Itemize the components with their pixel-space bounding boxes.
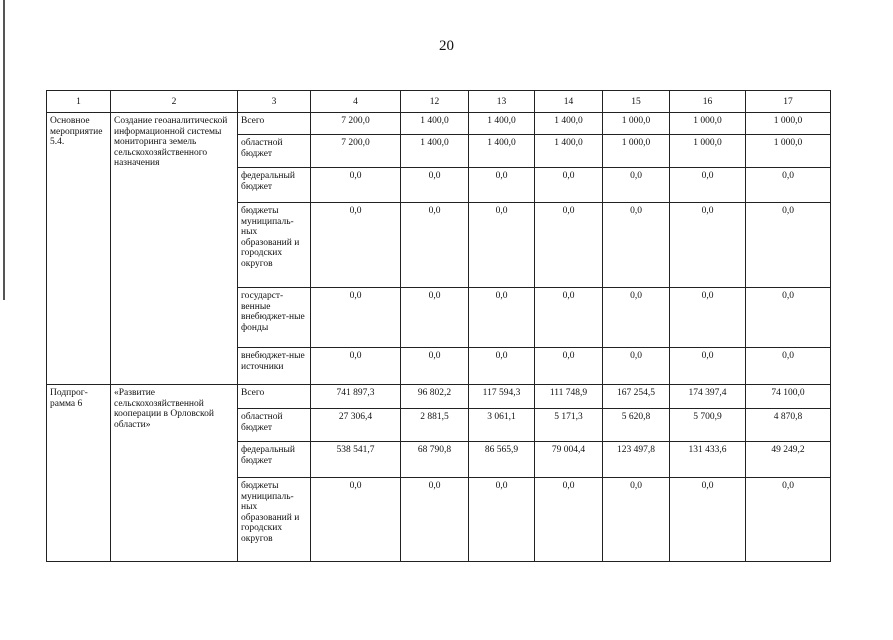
value-cell: 0,0: [469, 168, 535, 203]
value-cell: 7 200,0: [311, 113, 401, 135]
value-cell: 0,0: [670, 348, 746, 385]
value-cell: 1 400,0: [401, 113, 469, 135]
value-cell: 49 249,2: [746, 442, 831, 478]
value-cell: 0,0: [401, 348, 469, 385]
value-cell: 0,0: [603, 203, 670, 288]
value-cell: 0,0: [535, 348, 603, 385]
value-cell: 1 000,0: [603, 135, 670, 168]
value-cell: 131 433,6: [670, 442, 746, 478]
value-cell: 0,0: [311, 203, 401, 288]
event-name-cell: Создание геоаналитической информационной системы мониторинга земель сельскохозяйственного назначения: [111, 113, 238, 385]
column-header: 16: [670, 91, 746, 113]
value-cell: 27 306,4: [311, 409, 401, 442]
value-cell: 1 400,0: [469, 135, 535, 168]
value-cell: 0,0: [670, 478, 746, 562]
value-cell: 0,0: [401, 288, 469, 348]
column-header: 15: [603, 91, 670, 113]
funding-source-cell: бюджеты муниципаль-ных образований и городских округов: [238, 478, 311, 562]
value-cell: 0,0: [670, 288, 746, 348]
column-header: 4: [311, 91, 401, 113]
value-cell: 0,0: [469, 478, 535, 562]
value-cell: 1 400,0: [535, 135, 603, 168]
value-cell: 167 254,5: [603, 385, 670, 409]
budget-table: [46, 90, 831, 562]
value-cell: 0,0: [311, 348, 401, 385]
value-cell: 0,0: [535, 478, 603, 562]
column-header: 13: [469, 91, 535, 113]
value-cell: 741 897,3: [311, 385, 401, 409]
value-cell: 74 100,0: [746, 385, 831, 409]
value-cell: 0,0: [311, 168, 401, 203]
value-cell: 0,0: [603, 288, 670, 348]
value-cell: 5 700,9: [670, 409, 746, 442]
value-cell: 0,0: [746, 168, 831, 203]
value-cell: 1 000,0: [670, 113, 746, 135]
header-row: [47, 91, 831, 113]
value-cell: 1 000,0: [603, 113, 670, 135]
value-cell: 0,0: [535, 288, 603, 348]
value-cell: 5 171,3: [535, 409, 603, 442]
funding-source-cell: бюджеты муниципаль-ных образований и городских округов: [238, 203, 311, 288]
column-header: 3: [238, 91, 311, 113]
value-cell: 0,0: [401, 203, 469, 288]
column-header: 2: [111, 91, 238, 113]
value-cell: 0,0: [311, 288, 401, 348]
value-cell: 0,0: [535, 168, 603, 203]
funding-source-cell: государст-венные внебюджет-ные фонды: [238, 288, 311, 348]
funding-source-cell: федеральный бюджет: [238, 168, 311, 203]
value-cell: 123 497,8: [603, 442, 670, 478]
value-cell: 0,0: [746, 203, 831, 288]
table-row: [47, 385, 831, 409]
table-row: [47, 113, 831, 135]
value-cell: 2 881,5: [401, 409, 469, 442]
value-cell: 0,0: [603, 168, 670, 203]
value-cell: 0,0: [469, 348, 535, 385]
value-cell: 86 565,9: [469, 442, 535, 478]
value-cell: 1 400,0: [535, 113, 603, 135]
value-cell: 117 594,3: [469, 385, 535, 409]
funding-source-cell: областной бюджет: [238, 135, 311, 168]
value-cell: 0,0: [469, 203, 535, 288]
column-header: 17: [746, 91, 831, 113]
column-header: 1: [47, 91, 111, 113]
event-id-cell: Основное мероприятие 5.4.: [47, 113, 111, 385]
value-cell: 538 541,7: [311, 442, 401, 478]
funding-source-cell: Всего: [238, 385, 311, 409]
event-name-cell: «Развитие сельскохозяйственной кооперации в Орловской области»: [111, 385, 238, 562]
event-id-cell: Подпрог-рамма 6: [47, 385, 111, 562]
page-number: 20: [439, 38, 454, 54]
value-cell: 0,0: [311, 478, 401, 562]
value-cell: 0,0: [603, 478, 670, 562]
value-cell: 3 061,1: [469, 409, 535, 442]
value-cell: 0,0: [746, 348, 831, 385]
value-cell: 0,0: [469, 288, 535, 348]
column-header: 14: [535, 91, 603, 113]
funding-source-cell: областной бюджет: [238, 409, 311, 442]
value-cell: 1 000,0: [670, 135, 746, 168]
value-cell: 0,0: [746, 288, 831, 348]
value-cell: 0,0: [535, 203, 603, 288]
value-cell: 96 802,2: [401, 385, 469, 409]
funding-source-cell: федеральный бюджет: [238, 442, 311, 478]
funding-source-cell: Всего: [238, 113, 311, 135]
value-cell: 5 620,8: [603, 409, 670, 442]
value-cell: 174 397,4: [670, 385, 746, 409]
value-cell: 111 748,9: [535, 385, 603, 409]
value-cell: 4 870,8: [746, 409, 831, 442]
value-cell: 0,0: [670, 203, 746, 288]
value-cell: 1 400,0: [469, 113, 535, 135]
column-header: 12: [401, 91, 469, 113]
value-cell: 0,0: [746, 478, 831, 562]
value-cell: 0,0: [401, 478, 469, 562]
value-cell: 68 790,8: [401, 442, 469, 478]
value-cell: 0,0: [401, 168, 469, 203]
value-cell: 0,0: [603, 348, 670, 385]
value-cell: 1 000,0: [746, 135, 831, 168]
funding-source-cell: внебюджет-ные источники: [238, 348, 311, 385]
value-cell: 1 400,0: [401, 135, 469, 168]
value-cell: 7 200,0: [311, 135, 401, 168]
value-cell: 1 000,0: [746, 113, 831, 135]
value-cell: 79 004,4: [535, 442, 603, 478]
value-cell: 0,0: [670, 168, 746, 203]
